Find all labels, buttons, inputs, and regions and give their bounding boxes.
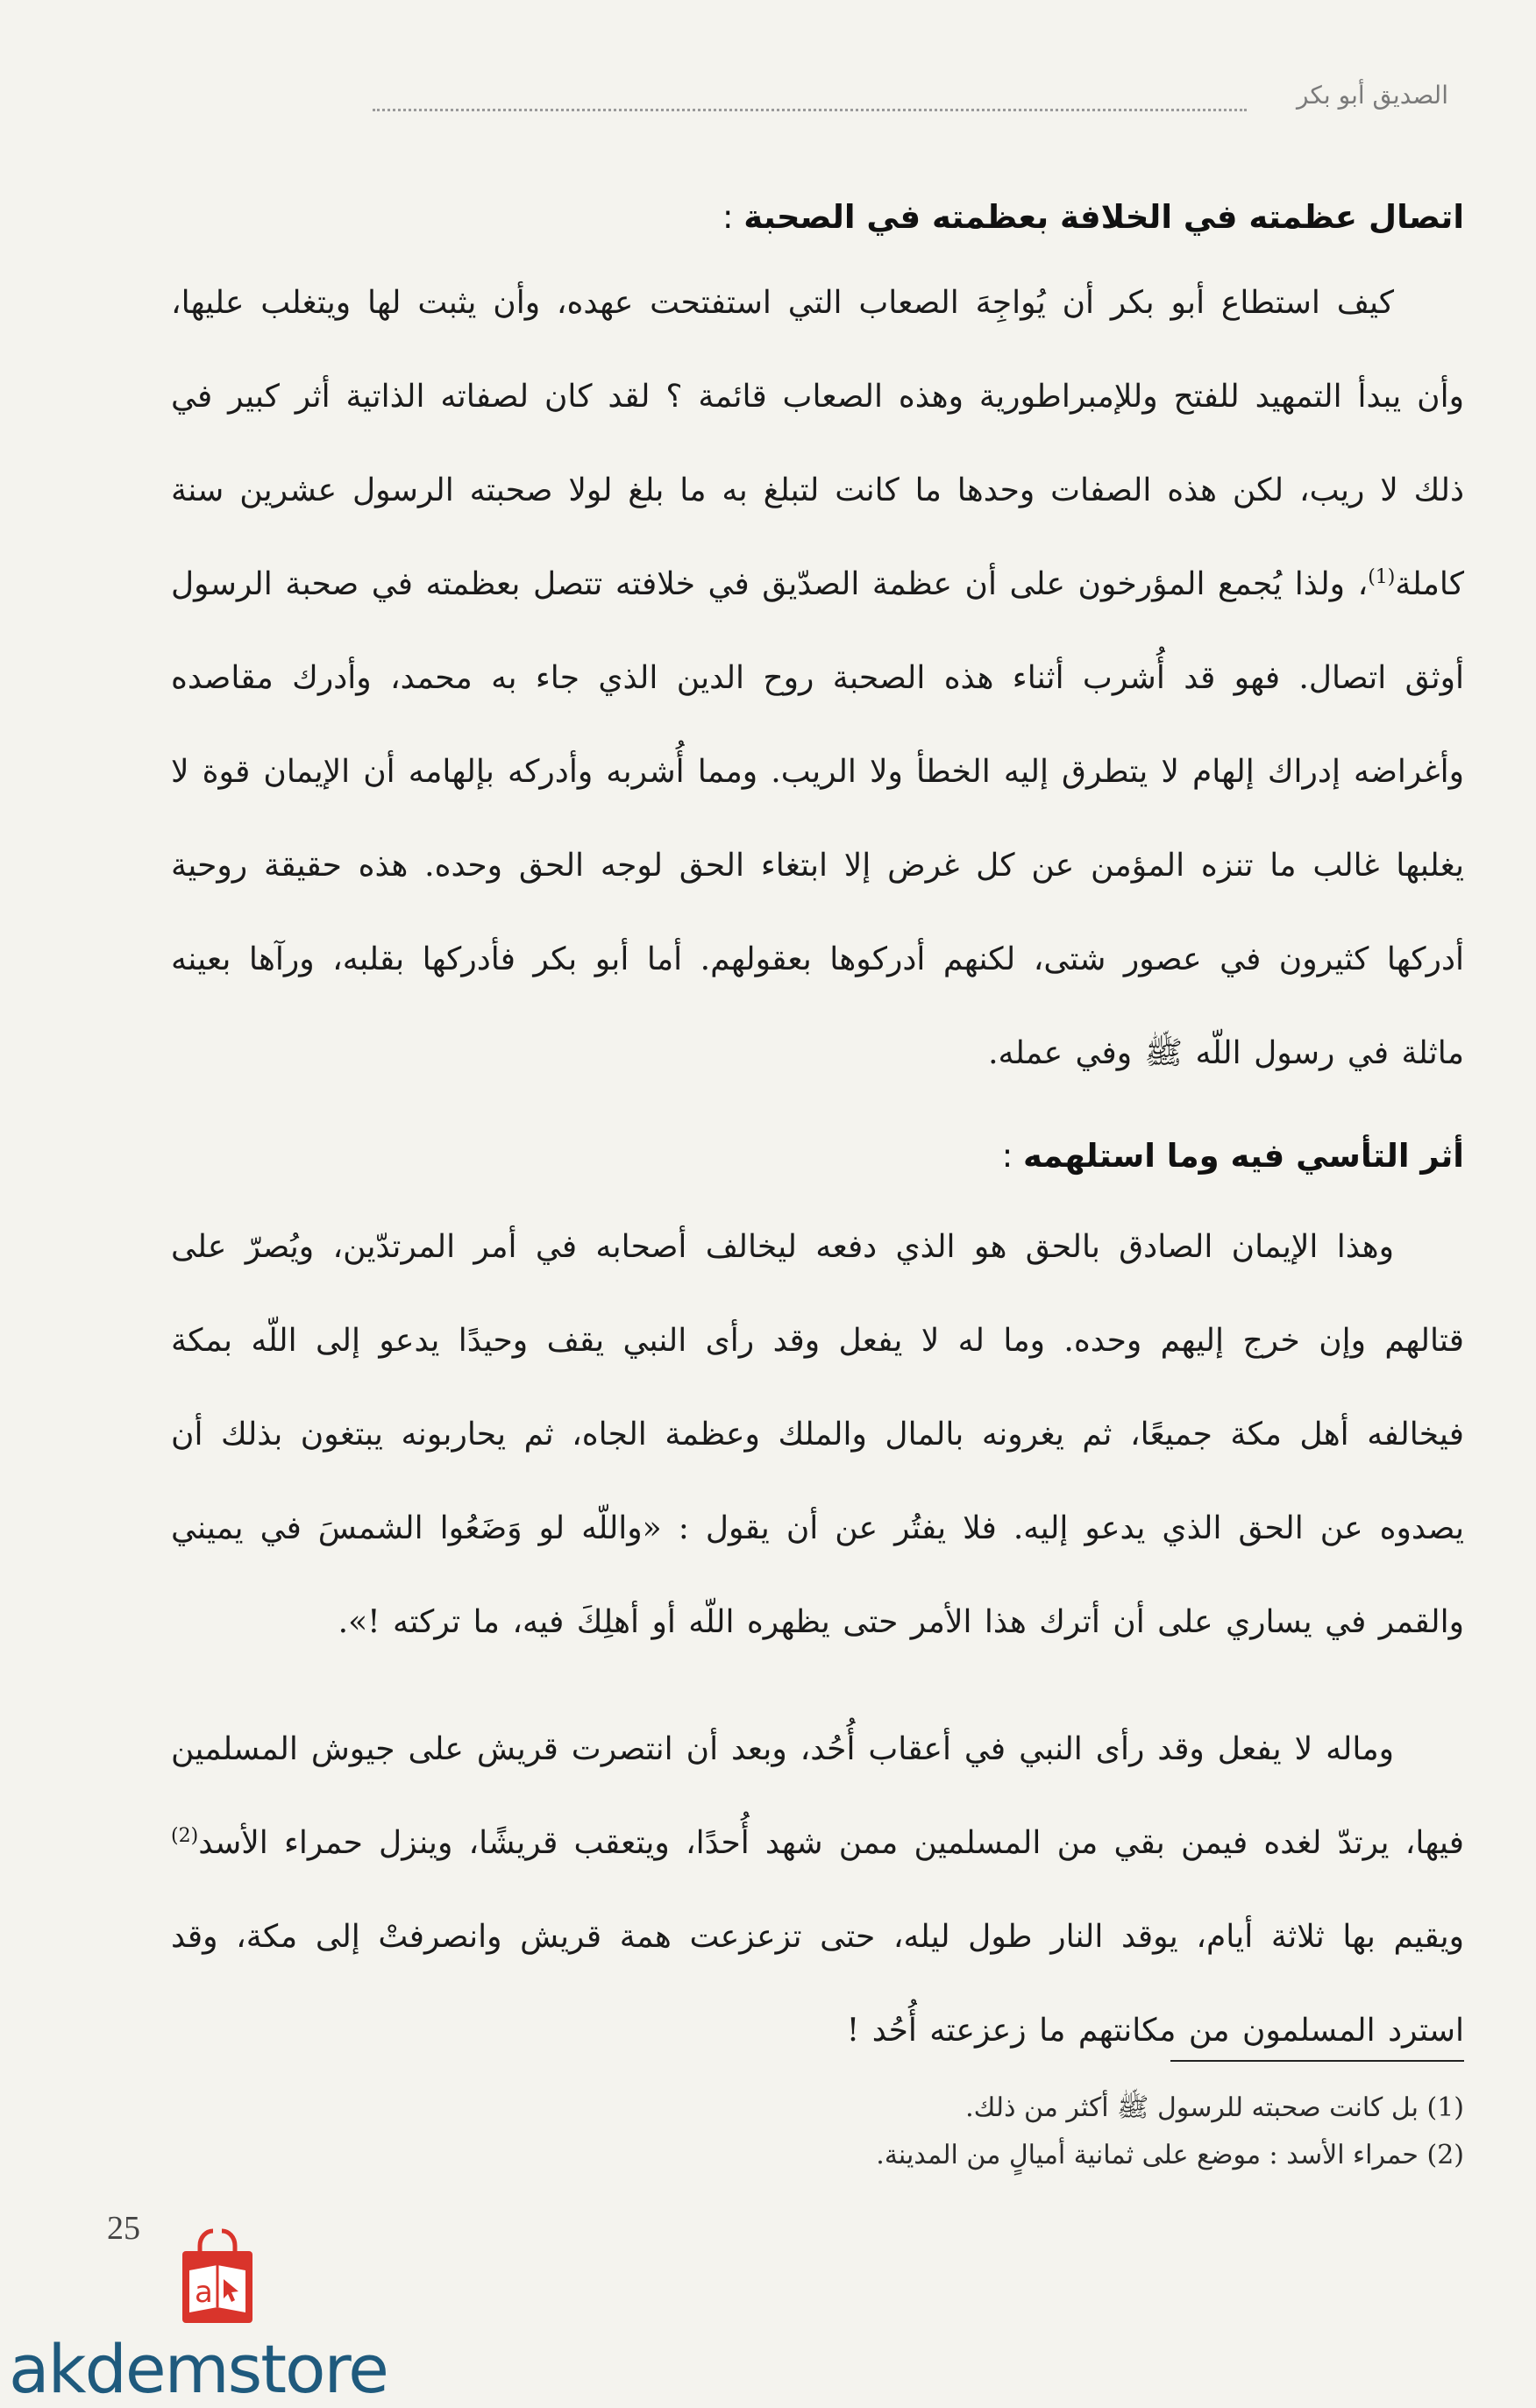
section-heading-2-colon: :	[1001, 1137, 1023, 1175]
header-dotted-rule	[373, 109, 1247, 111]
footnote-ref-1: (1)	[1368, 566, 1396, 588]
running-head-title: الصديق أبو بكر	[1284, 81, 1448, 110]
akdemstore-wordmark	[9, 2330, 388, 2408]
paragraph-3	[171, 1702, 1464, 2078]
section-heading-1-colon: :	[722, 198, 744, 236]
section-heading-2-text: أثر التأسي فيه وما استلهمه	[1022, 1137, 1464, 1175]
svg-text:a: a	[195, 2275, 213, 2310]
section-heading-1-text: اتصال عظمته في الخلافة بعظمته في الصحبة	[743, 198, 1464, 236]
page-body	[171, 191, 1464, 2078]
page-number: 25	[107, 2210, 140, 2247]
akdemstore-watermark	[0, 2227, 491, 2406]
paragraph-3-part-b: ويقيم بها ثلاثة أيام، يوقد النار طول ليله، حتى تزعزعت همة قريش وانصرفتْ إلى مكة، وقد استرد المسلمون من مكانتهم ما زعزعته أُحُد !	[171, 1919, 1464, 2049]
paragraph-1	[171, 256, 1464, 1100]
akdemstore-wordmark-text: akdemstore	[9, 2330, 388, 2408]
section-heading-1	[171, 191, 1464, 244]
footnotes	[171, 2085, 1464, 2179]
paragraph-1-part-b: ، ولذا يُجمع المؤرخون على أن عظمة الصدّيق في خلافته تتصل بعظمته في صحبة الرسول أوثق اتصال. فهو قد أُشرب أثناء هذه الصحبة روح الدين الذي جاء به محمد، وأدرك مقاصده وأغراضه إدراك إلهام لا يتطرق إليه الخطأ ولا الريب. ومما أُشربه وأدركه بإلهامه أن الإيمان قوة لا يغلبها غالب ما تنزه المؤمن عن كل غرض إلا ابتغاء الحق لوجه الحق وحده. هذه حقيقة روحية أدركها كثيرون في عصور شتى، لكنهم أدركوها بعقولهم. أما أبو بكر فأدركها بقلبه، ورآها بعينه ماثلة في رسول اللّه ﷺ وفي عمله.	[171, 566, 1464, 1071]
footnote-1: (1) بل كانت صحبته للرسول ﷺ أكثر من ذلك.	[965, 2092, 1464, 2123]
paragraph-3-part-a: وماله لا يفعل وقد رأى النبي في أعقاب أُحُد، وبعد أن انتصرت قريش على جيوش المسلمين فيها، يرتدّ لغده فيمن بقي من المسلمين ممن شهد أُحدًا، ويتعقب قريشًا، وينزل حمراء الأسد	[171, 1731, 1464, 1861]
footnote-ref-2: (2)	[171, 1825, 199, 1847]
paragraph-2: وهذا الإيمان الصادق بالحق هو الذي دفعه ليخالف أصحابه في أمر المرتدّين، ويُصرّ على قتالهم وإن خرج إليهم وحده. وما له لا يفعل وقد رأى النبي يقف وحيدًا يدعو إلى اللّه بمكة فيخالفه أهل مكة جميعًا، ثم يغرونه بالمال والملك وعظمة الجاه، ثم يحاربونه يبتغون بذلك أن يصدوه عن الحق الذي يدعو إليه. فلا يفتُر عن أن يقول : «واللّه لو وَضَعُوا الشمسَ في يميني والقمر في يساري على أن أترك هذا الأمر حتى يظهره اللّه أو أهلِكَ فيه، ما تركته !».	[171, 1229, 1464, 1640]
footnote-2: (2) حمراء الأسد : موضع على ثمانية أميالٍ من المدينة.	[876, 2140, 1464, 2170]
running-header	[171, 81, 1448, 116]
footnote-separator	[1170, 2060, 1464, 2062]
section-heading-2	[171, 1130, 1464, 1183]
paragraph-1-part-a: كيف استطاع أبو بكر أن يُواجِهَ الصعاب التي استفتحت عهده، وأن يثبت لها ويتغلب عليها، وأن يبدأ التمهيد للفتح وللإمبراطورية وهذه الصعاب قائمة ؟ لقد كان لصفاته الذاتية أثر كبير في ذلك لا ريب، لكن هذه الصفات وحدها ما كانت لتبلغ به ما بلغ لولا صحبته الرسول عشرين سنة كاملة	[171, 285, 1464, 602]
